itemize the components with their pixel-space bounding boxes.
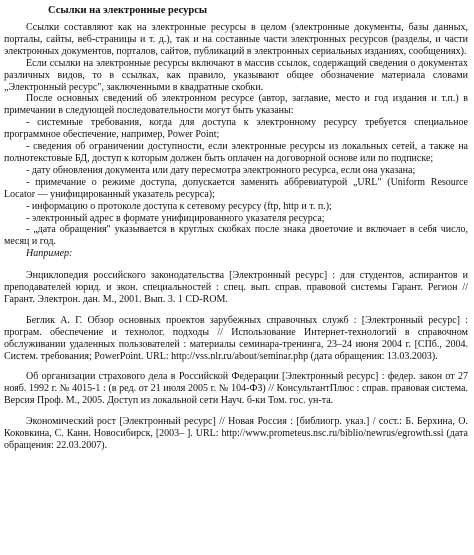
note-item: - системные требования, когда для доступа к электронному ресурсу требуется специальное программное обеспечение, например, Power Point; — [4, 117, 468, 141]
references-list — [4, 270, 468, 452]
page-title: Ссылки на электронные ресурсы — [48, 5, 208, 16]
note-item: - „дата обращения" указывается в круглых скобках после знака двоеточие и включает в себя число, месяц и год. — [4, 224, 468, 248]
note-item: - сведения об ограничении доступности, если электронные ресурсы из локальных сетей, а также на полнотекстовые БД, доступ к которым должен быть оплачен на договорной основе или по подписке; — [4, 141, 468, 164]
note-item: - электронный адрес в формате унифицированного указателя ресурса; — [26, 212, 325, 224]
note-item: - информацию о протоколе доступа к сетевому ресурсу (ftp, http и т. п.); — [26, 200, 332, 212]
note-item: - примечание о режиме доступа, допускается заменять аббревиатурой „URL" (Uniform Resource Locator — унифицированный указатель ресурса); — [4, 176, 468, 200]
paragraph: Если ссылки на электронные ресурсы включают в массив ссылок, содержащий сведения о документах различных видов, то в ссылках, как правило, указывают общее обозначение материала словами „Электронный ресурс", заключенными в квадратные скобки. — [4, 57, 468, 93]
reference-item: Беглик А. Г. Обзор основных проектов зарубежных справочных служб : [Электронный ресурс] : програм. обеспечение и технолог. подходы // Использование Интернет-технологий в справочном обслуживании удаленных пользователей : материалы семинара-тренинга, 23–24 июня 2004 г. [СПб., 2004. Систем. требования; PowerPoint. URL: http://vss.nlr.ru/about/seminar.php (дата обращения: 13.03.2003). — [4, 314, 468, 362]
note-item: - дату обновления документа или дату пересмотра электронного ресурса, если она указана; — [26, 164, 416, 176]
paragraph: Ссылки составляют как на электронные ресурсы в целом (электронные документы, базы данных, порталы, сайты, веб-страницы и т. д.), так и на составные части электронных ресурсов (разделы, и части электронных документов, порталов, сайтов, публикаций в электронных сериальных изданиях, сообщениях). — [4, 22, 468, 57]
example-label: Например: — [26, 248, 73, 260]
paragraph: После основных сведений об электронном ресурсе (автор, заглавие, место и год издания и т.п.) в примечании в следующей последовательности могут быть указаны: — [4, 93, 468, 117]
reference-item: Энциклопедия российского законодательства [Электронный ресурс] : для студентов, аспирантов и преподавателей юрид. и экон. специальностей : спец. вып. справ. правовой системы Гарант. Регион // Гарант. Электрон. дан. М., 2001. Вып. 3. 1 CD-ROM. — [4, 270, 468, 305]
reference-item: Об организации страхового дела в Российской Федерации [Электронный ресурс] : федер. закон от 27 нояб. 1992 г. № 4015-1 : (в ред. от 21 июля 2005 г. № 104-ФЗ) // КонсультантПлюс : справ. правовая система. Версия Проф. М., 2005. Доступ из локальной сети Науч. б-ки Том. гос. ун-та. — [4, 371, 468, 407]
reference-item: Экономический рост [Электронный ресурс] // Новая Россия : [библиогр. указ.] / сост.: Б. Берхина, О. Коковкина, С. Канн. Новосибирск, [2003– ]. URL: http://www.prometeus.nsc.ru/biblio/newrus/egrowth.ssi (дата обращения: 22.03.2007). — [4, 416, 468, 451]
